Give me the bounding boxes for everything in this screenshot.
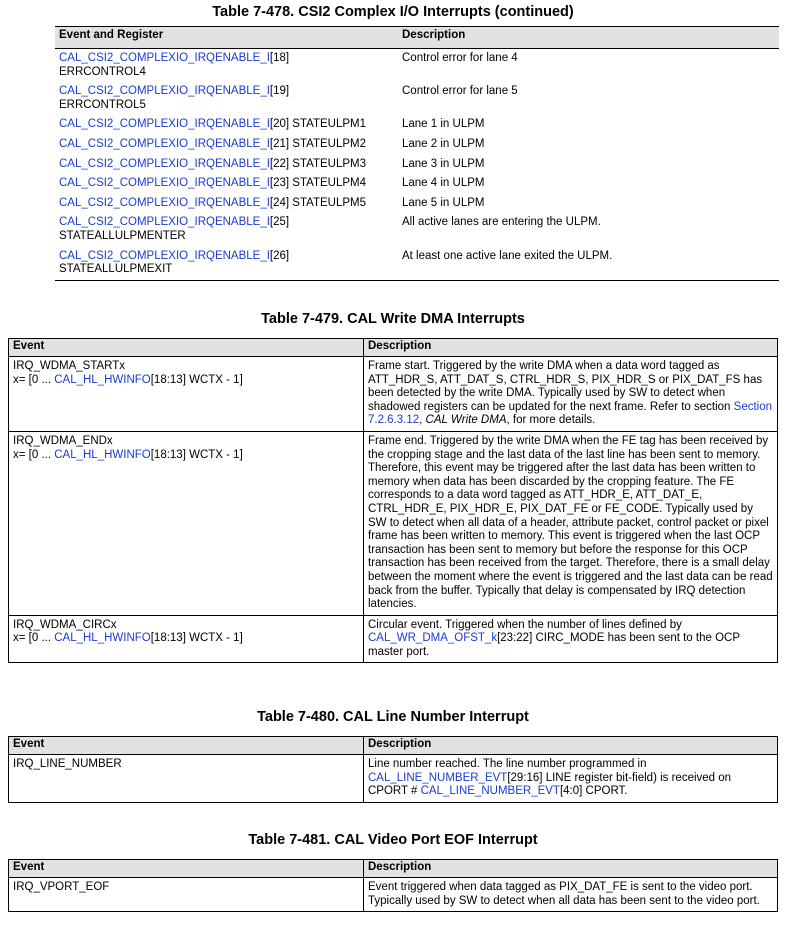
register-link[interactable]: CAL_CSI2_COMPLEXIO_IRQENABLE_I: [59, 157, 270, 170]
table-481-caption: Table 7-481. CAL Video Port EOF Interrupt: [248, 832, 538, 848]
table-header-row: [9, 737, 778, 755]
table-478: [55, 26, 779, 281]
table-header-row: [55, 27, 779, 49]
table-479-caption: Table 7-479. CAL Write DMA Interrupts: [261, 311, 525, 327]
event-cell: [55, 213, 398, 246]
description-cell: Lane 1 in ULPM: [402, 118, 485, 131]
table-480: [8, 736, 778, 803]
register-name: ERRCONTROL5: [59, 98, 146, 111]
description-text: [4:0] CPORT.: [559, 785, 628, 798]
event-cell: [55, 155, 398, 175]
hwinfo-link[interactable]: CAL_HL_HWINFO: [54, 632, 151, 645]
description-text: Circular event. Triggered when the number of lines defined by: [368, 618, 682, 631]
range-suffix: [18:13] WCTX - 1]: [150, 448, 243, 461]
range-prefix: x= [0 ...: [13, 448, 55, 461]
description-cell: [364, 755, 778, 803]
table-row: [55, 115, 779, 135]
bit-range: [21] STATEULPM2: [269, 137, 366, 150]
hwinfo-link[interactable]: CAL_HL_HWINFO: [54, 373, 151, 386]
register-link[interactable]: CAL_CSI2_COMPLEXIO_IRQENABLE_I: [59, 177, 270, 190]
table-row: [9, 431, 778, 615]
column-header-description: Description: [364, 339, 778, 357]
table-row: [55, 247, 779, 281]
register-link[interactable]: CAL_CSI2_COMPLEXIO_IRQENABLE_I: [59, 137, 270, 150]
table-row: [55, 135, 779, 155]
range-suffix: [18:13] WCTX - 1]: [150, 632, 243, 645]
table-row: [55, 155, 779, 175]
event-cell: [9, 615, 364, 663]
description-cell: [364, 615, 778, 663]
event-cell: [55, 247, 398, 281]
description-cell: Lane 5 in ULPM: [402, 196, 485, 209]
register-link[interactable]: CAL_CSI2_COMPLEXIO_IRQENABLE_I: [59, 196, 270, 209]
register-link[interactable]: CAL_CSI2_COMPLEXIO_IRQENABLE_I: [59, 118, 270, 131]
bit-range: [25]: [269, 216, 290, 229]
event-name: IRQ_WDMA_CIRCx: [13, 618, 117, 631]
event-cell: [55, 194, 398, 214]
event-name: IRQ_WDMA_STARTx: [13, 360, 126, 372]
range-suffix: [18:13] WCTX - 1]: [150, 373, 243, 386]
range-prefix: x= [0 ...: [13, 632, 55, 645]
description-cell: Lane 2 in ULPM: [402, 137, 485, 150]
bit-range: [26]: [269, 249, 290, 262]
column-header-event: Event: [9, 860, 364, 878]
table-row: [9, 615, 778, 663]
register-link[interactable]: CAL_CSI2_COMPLEXIO_IRQENABLE_I: [59, 216, 270, 229]
description-text: Frame start. Triggered by the write DMA when a data word tagged as ATT_HDR_S, ATT_DAT_S, CTRL_HDR_S, PIX_HDR_S or PIX_DAT_FS has been detected by the write DMA. Typically used by SW to detect when shadowed registers can be updated for the next frame. Refer to section: [368, 360, 763, 413]
register-link[interactable]: CAL_LINE_NUMBER_EVT: [420, 785, 560, 798]
register-name: STATEALLULPMENTER: [59, 229, 186, 242]
section-title: CAL Write DMA: [425, 414, 507, 427]
description-cell: At least one active lane exited the ULPM.: [402, 249, 613, 262]
description-cell: Lane 4 in ULPM: [402, 177, 485, 190]
register-name: STATEALLULPMEXIT: [59, 263, 173, 276]
description-text: Line number reached. The line number programmed in: [368, 758, 647, 770]
event-cell: [55, 135, 398, 155]
table-row: [55, 49, 779, 83]
description-cell: Lane 3 in ULPM: [402, 157, 485, 170]
event-cell: [9, 431, 364, 615]
bit-range: [23] STATEULPM4: [269, 177, 366, 190]
register-link[interactable]: CAL_WR_DMA_OFST_k: [368, 632, 498, 645]
description-text: [23:22] CIRC_MODE has been sent to the OCP master port.: [368, 632, 740, 658]
table-row: [55, 174, 779, 194]
bit-range: [24] STATEULPM5: [269, 196, 366, 209]
bit-range: [18]: [269, 52, 290, 64]
description-cell: Control error for lane 4: [402, 52, 518, 64]
bit-range: [22] STATEULPM3: [269, 157, 366, 170]
table-row: [9, 878, 778, 912]
event-name: IRQ_WDMA_ENDx: [13, 434, 113, 447]
event-cell: [9, 357, 364, 432]
table-480-caption: Table 7-480. CAL Line Number Interrupt: [257, 709, 529, 725]
event-cell: IRQ_VPORT_EOF: [9, 878, 364, 912]
table-header-row: [9, 339, 778, 357]
range-prefix: x= [0 ...: [13, 373, 55, 386]
column-header-description: Description: [364, 737, 778, 755]
table-row: [55, 213, 779, 246]
column-header-event: Event: [9, 339, 364, 357]
column-header-description: Description: [398, 27, 779, 49]
register-link[interactable]: CAL_CSI2_COMPLEXIO_IRQENABLE_I: [59, 85, 270, 98]
section-link[interactable]: Section 7.2.6.3.12: [368, 400, 773, 427]
table-row: [9, 755, 778, 803]
column-header-description: Description: [364, 860, 778, 878]
bit-range: [19]: [269, 85, 290, 98]
table-479: [8, 338, 778, 663]
description-cell: Control error for lane 5: [402, 85, 518, 98]
table-row: [55, 82, 779, 115]
table-header-row: [9, 860, 778, 878]
column-header-event: Event: [9, 737, 364, 755]
description-text: , for more details.: [506, 414, 596, 427]
description-text: [29:16] LINE register bit-field) is received on CPORT #: [368, 771, 732, 798]
event-cell: [55, 174, 398, 194]
event-cell: [55, 49, 398, 83]
event-cell: [55, 82, 398, 115]
table-row: [9, 357, 778, 432]
register-link[interactable]: CAL_CSI2_COMPLEXIO_IRQENABLE_I: [59, 52, 270, 64]
hwinfo-link[interactable]: CAL_HL_HWINFO: [54, 448, 151, 461]
column-header-event-register: Event and Register: [55, 27, 398, 49]
description-cell: Event triggered when data tagged as PIX_DAT_FE is sent to the video port. Typically used by SW to detect when all data has been sent to the video port.: [364, 878, 778, 912]
table-478-caption: Table 7-478. CSI2 Complex I/O Interrupts (continued): [212, 4, 574, 20]
register-link[interactable]: CAL_CSI2_COMPLEXIO_IRQENABLE_I: [59, 249, 270, 262]
description-cell: Frame end. Triggered by the write DMA when the FE tag has been received by the cropping stage and the last data of the last line has been sent to memory. Therefore, this event may be triggered after the last data has been written to memory when data has been discarded by the cropping feature. The FE corresponds to a data word tagged as ATT_HDR_E, ATT_DAT_E, CTRL_HDR_E, PIX_HDR_E, PIX_DAT_FE or FE_CODE. Typically used by SW to detect when all data of a header, attribute packet, control packet or pixel frame has been written to memory. This event is triggered when the last OCP transaction has been sent to memory but before the response for this OCP transaction has been received from the target. Therefore, there is a small delay between the moment where the event is triggered and the last data can be read back from the buffer. Typically that delay is compensated by IRQ detection latencies.: [364, 431, 778, 615]
description-separator: ,: [419, 414, 426, 427]
description-cell: All active lanes are entering the ULPM.: [402, 216, 601, 229]
event-cell: [55, 115, 398, 135]
table-row: [55, 194, 779, 214]
table-481: [8, 859, 778, 912]
description-cell: [364, 357, 778, 432]
bit-range: [20] STATEULPM1: [269, 118, 366, 131]
event-cell: IRQ_LINE_NUMBER: [9, 755, 364, 803]
register-name: ERRCONTROL4: [59, 65, 146, 78]
register-link[interactable]: CAL_LINE_NUMBER_EVT: [368, 771, 508, 784]
